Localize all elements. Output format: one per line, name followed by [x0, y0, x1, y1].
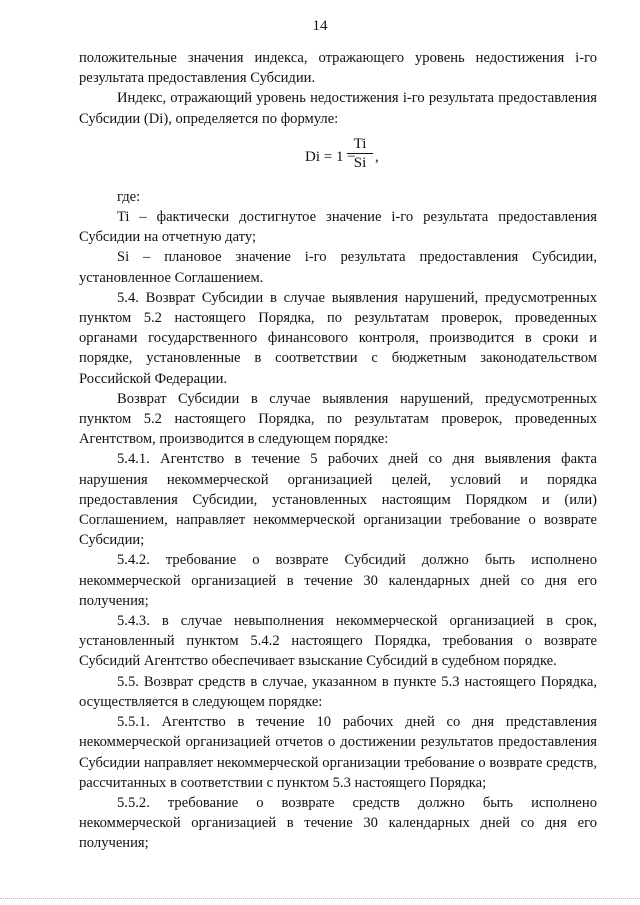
scan-edge-divider [0, 897, 640, 899]
paragraph: 5.5.1. Агентство в течение 10 рабочих дней со дня представления некоммерческой организацией отчетов о достижении результатов предоставления Субсидии направляет некоммерческой организации требование о возврате средств, рассчитанных в соответствии с пунктом 5.3 настоящего Порядка; [79, 714, 597, 791]
page-number: 14 [312, 18, 328, 34]
paragraph: Ti – фактически достигнутое значение i-го результата предоставления Субсидии на отчетную дату; [79, 209, 597, 246]
formula-fraction [347, 135, 373, 172]
paragraph: 5.4.3. в случае невыполнения некоммерческой организацией в срок, установленный пунктом 5.4.2 настоящего Порядка, требования о возврате Субсидий Агентство обеспечивает взыскание Субсидий в судебном порядке. [79, 613, 597, 670]
paragraph: 5.5. Возврат средств в случае, указанном в пункте 5.3 настоящего Порядка, осуществляется в следующем порядке: [79, 673, 597, 710]
formula-denominator: Si [353, 154, 367, 171]
document-body [79, 48, 597, 854]
paragraph: 5.4.1. Агентство в течение 5 рабочих дней со дня выявления факта нарушения некоммерческой организацией целей, условий и порядка предоставления Субсидии, установленных настоящим Порядком и (или) Соглашением, направляет некоммерческой организации требование о возврате Субсидии; [79, 451, 597, 549]
paragraph: где: [117, 188, 141, 205]
formula-numerator: Ti [347, 135, 373, 154]
paragraph: Возврат Субсидии в случае выявления нарушений, предусмотренных пунктом 5.2 настоящего Порядка, по результатам проверок, проведенных Агентством, производится в следующем порядке: [79, 390, 597, 448]
paragraph: Индекс, отражающий уровень недостижения i-го результата предоставления Субсидии (Di), определяется по формуле: [79, 90, 597, 127]
paragraph: 5.5.2. требование о возврате средств должно быть исполнено некоммерческой организацией в течение 30 календарных дней со дня его получения; [79, 794, 597, 852]
paragraph: Si – плановое значение i-го результата предоставления Субсидии, установленное Соглашением. [79, 249, 597, 286]
formula-lhs: Di = 1 − [305, 148, 356, 165]
paragraph: положительные значения индекса, отражающего уровень недостижения i-го результата предоставления Субсидии. [79, 50, 597, 87]
paragraph: 5.4. Возврат Субсидии в случае выявления нарушений, предусмотренных пунктом 5.2 настоящего Порядка, по результатам проверок, проведенных органами государственного финансового контроля, производится в сроки и порядке, установленные в соответствии с бюджетным законодательством Российской Федерации. [79, 289, 597, 387]
index-formula [79, 129, 597, 187]
formula-suffix: , [375, 148, 379, 165]
paragraph: 5.4.2. требование о возврате Субсидий должно быть исполнено некоммерческой организацией в течение 30 календарных дней со дня его получения; [79, 552, 597, 609]
